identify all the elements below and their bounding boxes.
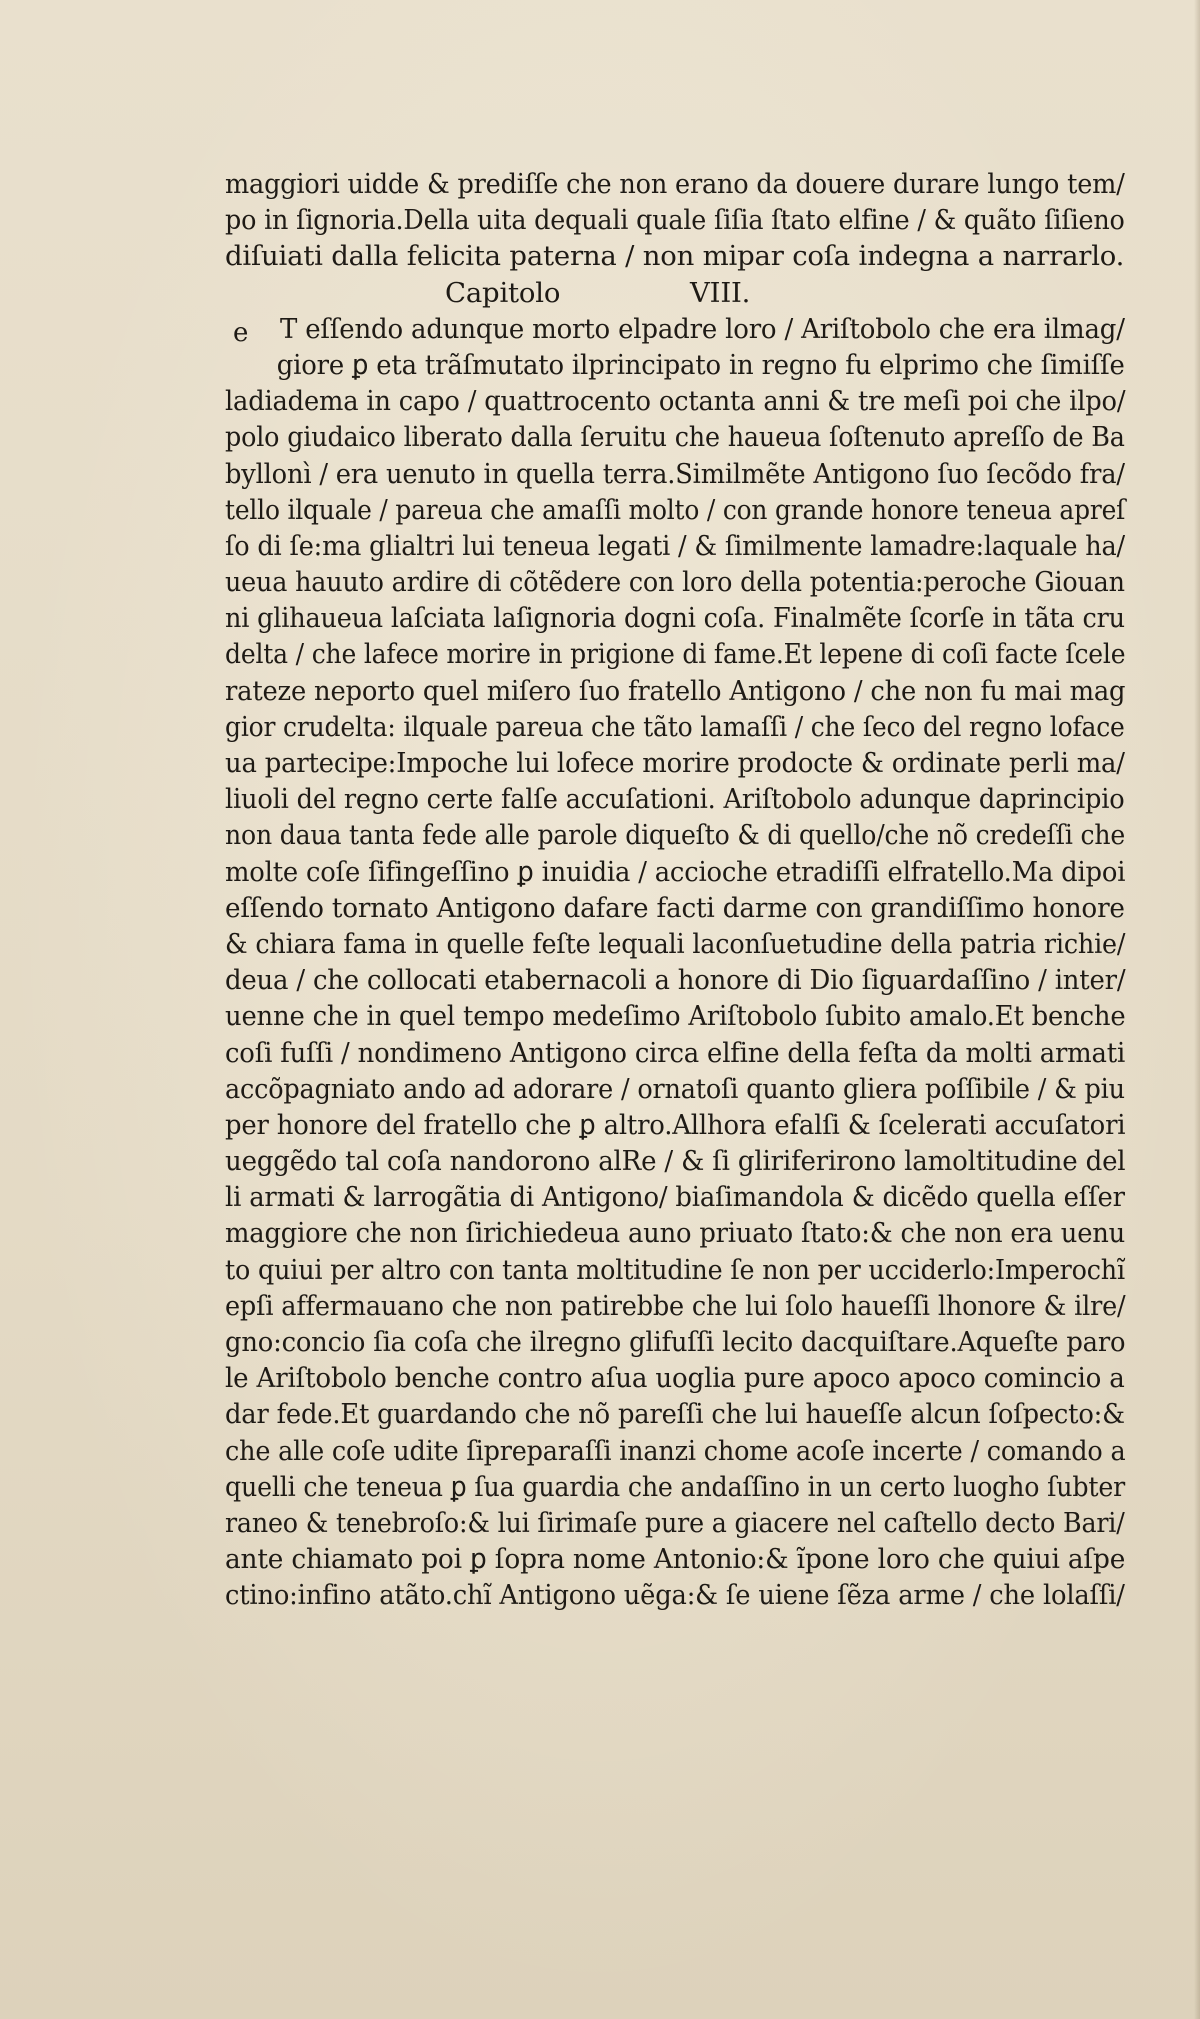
chapter-heading	[225, 275, 1125, 311]
text-line: po in ſignoria.Della uita dequali quale ſiſia ſtato elfine / & quãto ſiſieno	[225, 204, 1125, 237]
text-line: epſi affermauano che non patirebbe che lui ſolo haueſſi lhonore & ilre/	[225, 1289, 1126, 1322]
first-line-text: T eſſendo adunque morto elpadre loro / Ariſtobolo che era ilmag/	[280, 312, 1125, 345]
text-line: uenne che in quel tempo medeſimo Ariſtobolo ſubito amalo.Et benche	[225, 1000, 1126, 1033]
chapter-first-line	[225, 311, 1125, 347]
text-line: & chiara fama in quelle feſte lequali laconſuetudine della patria richie/	[225, 927, 1126, 960]
text-line: molte coſe ſifingeſſino ꝑ inuidia / accioche etradiſſi elfratello.Ma dipoi	[225, 855, 1126, 888]
text-line: dar fede.Et guardando che nõ pareſſi che lui haueſſe alcun ſoſpecto:&	[225, 1398, 1125, 1431]
text-line: gior crudelta: ilquale pareua che tãto lamaſſi / che ſeco del regno loface	[225, 710, 1125, 743]
page-edge-shadow	[1194, 0, 1200, 2019]
text-line: tello ilquale / pareua che amaſſi molto / con grande honore teneua apreſ	[225, 493, 1126, 526]
text-line: ante chiamato poi ꝑ ſopra nome Antonio:& ĩpone loro che quiui aſpe	[225, 1543, 1126, 1576]
text-line: maggiori uidde & prediſſe che non erano da douere durare lungo tem/	[225, 168, 1125, 200]
text-line: accõpagniato ando ad adorare / ornatoſi quanto gliera poſſibile / & piu	[225, 1072, 1125, 1105]
text-line: eſſendo tornato Antigono dafare facti darme con grandiſſimo honore	[225, 891, 1125, 924]
text-line: le Ariſtobolo benche contro aſua uoglia pure apoco apoco comincio a	[225, 1362, 1125, 1395]
text-line: li armati & larrogãtia di Antigono/ biaſimandola & dicẽdo quella eſſer	[225, 1181, 1125, 1214]
text-line: to quiui per altro con tanta moltitudine ſe non per ucciderlo:Imperochĩ	[225, 1253, 1125, 1286]
text-line: ueua hauuto ardire di cõtẽdere con loro della potentia:peroche Giouan	[225, 566, 1125, 599]
text-line: per honore del fratello che ꝑ altro.Allhora efalſi & ſcelerati accuſatori	[225, 1108, 1126, 1141]
text-line: maggiore che non ſirichiedeua auno priuato ſtato:& che non era uenu	[225, 1217, 1126, 1250]
text-line: ni glihaueua laſciata laſignoria dogni coſa. Finalmẽte ſcorſe in tãta cru	[225, 602, 1125, 635]
chapter-number: VIII.	[690, 276, 751, 309]
text-line: delta / che lafece morire in prigione di fame.Et lepene di coſi facte ſcele	[225, 638, 1126, 671]
text-line: quelli che teneua ꝑ ſua guardia che andaſſino in un certo luogho ſubter	[225, 1470, 1126, 1503]
chapter-label: Capitolo	[445, 276, 561, 309]
guide-letter: e	[233, 317, 249, 348]
text-line: giore ꝑ eta trãſmutato ilprincipato in regno fu elprimo che ſimiſſe	[276, 348, 1125, 381]
text-line: ſo di ſe:ma glialtri lui teneua legati / & ſimilmente lamadre:laquale ha/	[225, 529, 1125, 562]
text-line: rateze neporto quel miſero ſuo fratello Antigono / che non fu mai mag	[225, 674, 1126, 707]
text-line: polo giudaico liberato dalla ſeruitu che haueua ſoſtenuto apreſſo de Ba	[225, 421, 1125, 454]
text-line: byllonì / era uenuto in quella terra.Similmẽte Antigono ſuo ſecõdo fra/	[225, 457, 1125, 490]
text-column	[225, 166, 1125, 1614]
text-line: che alle coſe udite ſipreparaſſi inanzi chome acoſe incerte / comando a	[225, 1434, 1126, 1467]
text-line: diſuiati dalla felicita paterna / non mipar coſa indegna a narrarlo.	[225, 240, 1125, 273]
text-line: coſi fuſſi / nondimeno Antigono circa elfine della feſta da molti armati	[225, 1036, 1126, 1069]
text-line: liuoli del regno certe falſe accuſationi. Ariſtobolo adunque daprincipio	[225, 783, 1125, 816]
text-line: ladiadema in capo / quattrocento octanta anni & tre meſi poi che ilpo/	[225, 385, 1126, 418]
text-line: ctino:infino atãto.chĩ Antigono uẽga:& ſe uiene ſẽza arme / che lolaſſi/	[225, 1579, 1125, 1612]
text-line: ua partecipe:Impoche lui lofece morire prodocte & ordinate perli ma/	[225, 747, 1125, 779]
text-line: deua / che collocati etabernacoli a honore di Dio ſiguardaſſino / inter/	[225, 964, 1126, 997]
text-line: ueggẽdo tal coſa nandorono alRe / & ſi gliriferirono lamoltitudine del	[225, 1145, 1126, 1178]
text-line: raneo & tenebroſo:& lui ſirimaſe pure a giacere nel caſtello decto Bari/	[225, 1506, 1125, 1539]
text-line: gno:concio ſia coſa che ilregno glifuſſi lecito dacquiſtare.Aqueſte paro	[225, 1326, 1126, 1358]
text-line: non daua tanta fede alle parole diqueſto & di quello/che nõ credeſſi che	[225, 819, 1126, 852]
